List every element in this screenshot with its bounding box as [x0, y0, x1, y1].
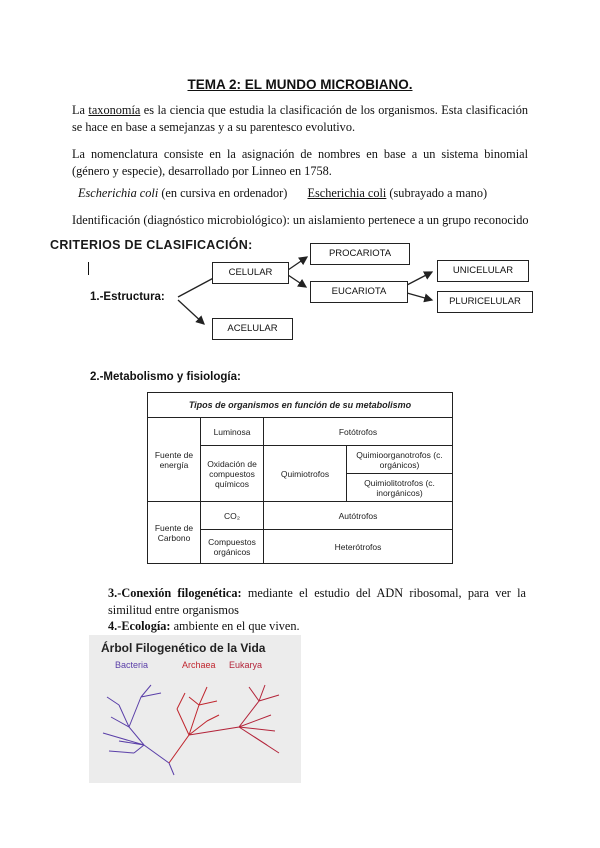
compuestos-organicos-cell: Compuestos orgánicos — [201, 530, 264, 564]
tree-eukarya-label: Eukarya — [229, 660, 263, 670]
energy-source-cell: Fuente de energía — [148, 418, 201, 502]
italic-example: Escherichia coli — [78, 186, 159, 200]
arrow-to-pluricelular — [407, 293, 432, 300]
quimiolitotrofos-cell: Quimiolitotrofos (c. inorgánicos) — [347, 474, 453, 502]
phylogeny-text: mediante el estudio del ADN ribosomal, para ver la similitud entre organismos — [108, 586, 526, 617]
table-title: Tipos de organismos en función de su metabolismo — [148, 393, 453, 418]
co2-cell: CO₂ — [201, 502, 264, 530]
celular-box: CELULAR — [212, 262, 289, 284]
ecology-text: ambiente en el que viven. — [170, 619, 300, 633]
procariota-box: PROCARIOTA — [310, 243, 410, 265]
quimioorganotrofos-cell: Quimioorganotrofos (c. orgánicos) — [347, 446, 453, 474]
carbon-source-cell: Fuente de Carbono — [148, 502, 201, 564]
autotrofos-cell: Autótrofos — [264, 502, 453, 530]
page-title: TEMA 2: EL MUNDO MICROBIANO. — [187, 77, 413, 92]
phylogeny-label: 3.-Conexión filogenética: — [108, 586, 242, 600]
arrow-to-procariota — [288, 257, 307, 270]
tree-title: Árbol Filogenético de la Vida — [101, 641, 266, 655]
arrow-to-acelular — [178, 300, 204, 324]
tree-branches — [89, 635, 301, 783]
underlined-example: Escherichia coli — [307, 186, 387, 200]
heterotrofos-cell: Heterótrofos — [264, 530, 453, 564]
nomenclature-paragraph: La nomenclatura consiste en la asignación de nombres en base a un sistema binomial (género y especie), desarrollado por Linneo en 1758. — [72, 147, 528, 178]
phylogenetic-tree-image — [89, 635, 301, 783]
underlined-note: (subrayado a mano) — [386, 186, 488, 200]
luminosa-cell: Luminosa — [201, 418, 264, 446]
italic-note: (en cursiva en ordenador) — [158, 186, 288, 200]
fototrofos-cell: Fotótrofos — [264, 418, 453, 446]
p1-post: es la ciencia que estudia la clasificación de los organismos. Esta clasificación se hace en base a semejanzas y a su parentesco evolutivo. — [72, 103, 528, 134]
phylogeny-paragraph — [108, 585, 526, 619]
ecology-label: 4.-Ecología: — [108, 619, 171, 633]
arrow-to-unicelular — [407, 272, 432, 285]
acelular-box: ACELULAR — [212, 318, 293, 340]
arrow-to-eucariota — [288, 275, 306, 287]
structure-label: 1.-Estructura: — [90, 291, 165, 303]
metabolism-table — [147, 392, 453, 564]
identification-paragraph: Identificación (diagnóstico microbiológico): un aislamiento pertenece a un grupo reconocido — [72, 213, 529, 227]
oxidacion-cell: Oxidación de compuestos químicos — [201, 446, 264, 502]
unicelular-box: UNICELULAR — [437, 260, 529, 282]
taxonomy-term: taxonomía — [88, 103, 141, 117]
tree-archaea-label: Archaea — [182, 660, 216, 670]
criteria-heading: CRITERIOS DE CLASIFICACIÓN: — [50, 238, 253, 252]
pluricelular-box: PLURICELULAR — [437, 291, 533, 313]
eucariota-box: EUCARIOTA — [310, 281, 408, 303]
tree-bacteria-label: Bacteria — [115, 660, 149, 670]
p1-pre: La — [72, 103, 89, 117]
metabolism-label: 2.-Metabolismo y fisiología: — [90, 371, 241, 383]
quimiotrofos-cell: Quimiotrofos — [264, 446, 347, 502]
ecology-paragraph — [108, 618, 526, 635]
